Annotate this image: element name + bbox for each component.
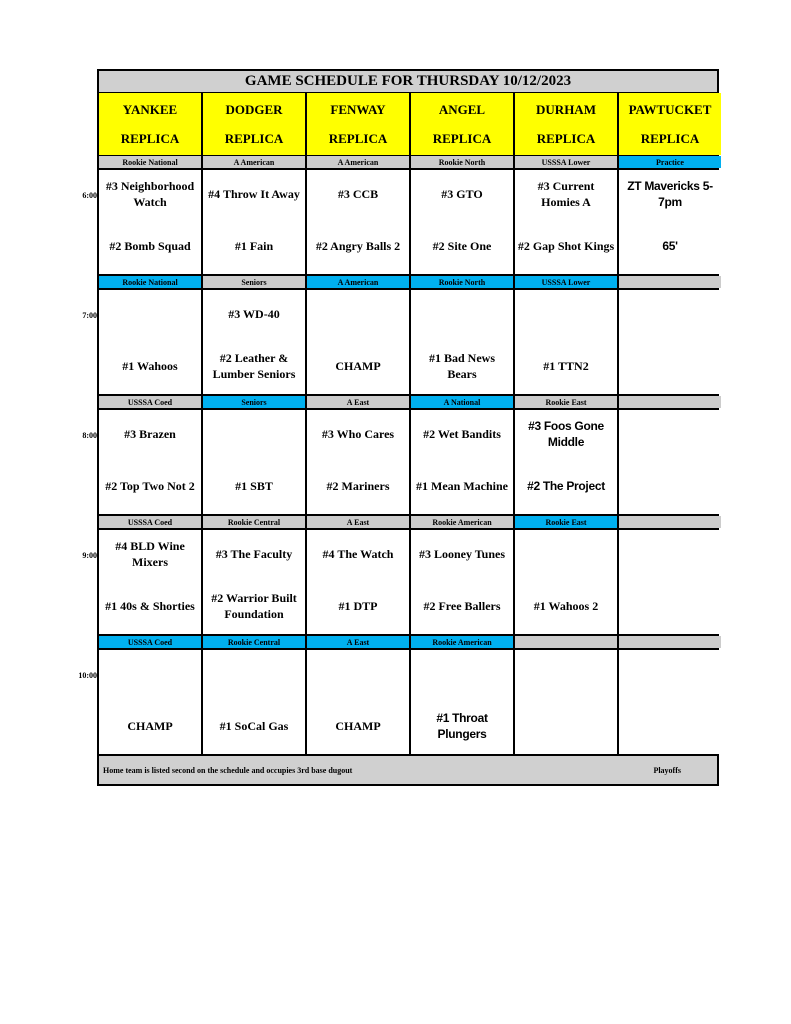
footer-note: Home team is listed second on the schedule and occupies 3rd base dugout — [103, 765, 353, 775]
visiting-team: #3 Looney Tunes — [418, 547, 506, 561]
visiting-team: #3 WD-40 — [228, 307, 280, 321]
division-label: A American — [307, 156, 409, 168]
venue-header — [515, 93, 617, 155]
game-cell — [619, 530, 721, 634]
division-label: Rookie National — [99, 156, 201, 168]
time-label: 6:00 — [82, 191, 97, 200]
game-cell — [99, 530, 201, 634]
visiting-team — [619, 536, 721, 572]
game-cell — [515, 290, 617, 394]
visiting-team — [619, 296, 721, 332]
home-team: #1 SBT — [235, 479, 273, 493]
game-cell — [619, 170, 721, 274]
visiting-team — [515, 656, 617, 692]
venue-type: REPLICA — [120, 130, 180, 146]
game-cell — [411, 410, 513, 514]
home-team: #1 TTN2 — [543, 359, 589, 373]
visiting-team — [203, 656, 305, 692]
home-team — [619, 708, 721, 744]
division-label: Rookie National — [99, 276, 201, 288]
venue-header — [619, 93, 721, 155]
home-team — [619, 468, 721, 504]
visiting-team: #4 Throw It Away — [208, 187, 300, 201]
division-label: Rookie North — [411, 156, 513, 168]
visiting-team — [411, 296, 513, 332]
home-team: #1 Wahoos — [122, 359, 178, 373]
game-cell — [515, 170, 617, 274]
game-cell — [619, 650, 721, 754]
division-label: A National — [411, 396, 513, 408]
game-cell — [411, 530, 513, 634]
division-label: Rookie Central — [203, 516, 305, 528]
visiting-team — [99, 656, 201, 692]
game-cell — [203, 410, 305, 514]
visiting-team — [307, 296, 409, 332]
venue-type: REPLICA — [536, 130, 596, 146]
division-label: A American — [307, 276, 409, 288]
game-cell — [99, 290, 201, 394]
visiting-team: #4 The Watch — [322, 547, 394, 561]
venue-name: DURHAM — [536, 101, 596, 117]
venue-name: ANGEL — [438, 101, 486, 117]
game-cell — [99, 650, 201, 754]
visiting-team — [619, 416, 721, 452]
venue-name: YANKEE — [122, 101, 178, 117]
division-label: USSSA Coed — [99, 516, 201, 528]
venue-header — [99, 93, 201, 155]
venue-type: REPLICA — [328, 130, 388, 146]
time-label: 10:00 — [78, 671, 97, 680]
schedule-table — [97, 69, 719, 786]
home-team: CHAMP — [127, 719, 173, 733]
home-team: #2 Site One — [432, 239, 492, 253]
game-cell — [203, 170, 305, 274]
game-cell — [307, 410, 409, 514]
home-team: 65' — [662, 239, 678, 253]
visiting-team: #3 GTO — [441, 187, 483, 201]
division-label: Rookie North — [411, 276, 513, 288]
division-label — [619, 516, 721, 528]
game-cell — [203, 650, 305, 754]
visiting-team: #4 BLD Wine Mixers — [115, 539, 185, 569]
venue-header — [411, 93, 513, 155]
division-label: Seniors — [203, 276, 305, 288]
visiting-team: #3 Who Cares — [321, 427, 395, 441]
home-team: CHAMP — [335, 359, 381, 373]
division-label: A American — [203, 156, 305, 168]
home-team: #2 Angry Balls 2 — [315, 239, 401, 253]
division-label: Rookie American — [411, 516, 513, 528]
division-label: A East — [307, 396, 409, 408]
visiting-team — [619, 656, 721, 692]
venue-name: DODGER — [225, 101, 283, 117]
division-label: Seniors — [203, 396, 305, 408]
game-cell — [619, 410, 721, 514]
division-label — [619, 276, 721, 288]
home-team: #2 Free Ballers — [423, 599, 501, 613]
division-label: Rookie East — [515, 516, 617, 528]
division-label: Rookie Central — [203, 636, 305, 648]
visiting-team: #3 Neighborhood Watch — [105, 179, 195, 209]
venue-type: REPLICA — [432, 130, 492, 146]
visiting-team — [515, 296, 617, 332]
game-cell — [411, 290, 513, 394]
home-team: #2 The Project — [527, 479, 605, 493]
home-team: #1 Bad News Bears — [428, 351, 495, 381]
division-label — [619, 396, 721, 408]
home-team: #2 Mariners — [326, 479, 390, 493]
time-label: 7:00 — [82, 311, 97, 320]
home-team: #2 Gap Shot Kings — [517, 239, 615, 253]
division-label: USSSA Coed — [99, 396, 201, 408]
home-team: #1 40s & Shorties — [105, 599, 195, 613]
division-label: Rookie American — [411, 636, 513, 648]
division-label: Practice — [619, 156, 721, 168]
division-label: A East — [307, 636, 409, 648]
visiting-team: ZT Mavericks 5-7pm — [627, 179, 713, 209]
time-label: 9:00 — [82, 551, 97, 560]
venue-header — [203, 93, 305, 155]
visiting-team: #3 Foos Gone Middle — [528, 419, 604, 449]
visiting-team: #3 CCB — [337, 187, 379, 201]
division-label: USSSA Lower — [515, 276, 617, 288]
division-label: USSSA Lower — [515, 156, 617, 168]
visiting-team — [411, 656, 513, 692]
venue-type: REPLICA — [224, 130, 284, 146]
game-cell — [515, 410, 617, 514]
game-cell — [619, 290, 721, 394]
venue-name: PAWTUCKET — [628, 101, 712, 117]
game-cell — [515, 530, 617, 634]
page-title: GAME SCHEDULE FOR THURSDAY 10/12/2023 — [99, 71, 717, 92]
visiting-team — [203, 416, 305, 452]
game-cell — [307, 170, 409, 274]
home-team — [515, 708, 617, 744]
home-team — [619, 348, 721, 384]
game-cell — [307, 650, 409, 754]
game-cell — [99, 170, 201, 274]
division-label: USSSA Coed — [99, 636, 201, 648]
venue-header — [307, 93, 409, 155]
visiting-team: #3 The Faculty — [215, 547, 293, 561]
visiting-team: #2 Wet Bandits — [423, 427, 501, 441]
time-label: 8:00 — [82, 431, 97, 440]
footer-legend: Playoffs — [653, 765, 681, 775]
game-cell — [307, 290, 409, 394]
visiting-team: #3 Brazen — [124, 427, 176, 441]
home-team: #1 Wahoos 2 — [533, 599, 599, 613]
game-cell — [203, 290, 305, 394]
visiting-team — [515, 536, 617, 572]
game-cell — [99, 410, 201, 514]
venue-name: FENWAY — [330, 101, 386, 117]
home-team: #1 Fain — [234, 239, 274, 253]
division-label: Rookie East — [515, 396, 617, 408]
home-team: #1 Throat Plungers — [436, 711, 488, 741]
home-team: #1 Mean Machine — [416, 479, 508, 493]
home-team — [619, 588, 721, 624]
game-cell — [411, 170, 513, 274]
game-cell — [203, 530, 305, 634]
home-team: #1 SoCal Gas — [219, 719, 289, 733]
visiting-team — [307, 656, 409, 692]
home-team: #2 Warrior Built Foundation — [211, 591, 297, 621]
division-label: A East — [307, 516, 409, 528]
home-team: #1 DTP — [338, 599, 378, 613]
footer-row — [99, 756, 717, 784]
visiting-team — [99, 296, 201, 332]
venue-type: REPLICA — [640, 130, 700, 146]
home-team: #2 Leather & Lumber Seniors — [212, 351, 296, 381]
home-team: CHAMP — [335, 719, 381, 733]
game-cell — [411, 650, 513, 754]
division-label — [619, 636, 721, 648]
home-team: #2 Bomb Squad — [109, 239, 191, 253]
game-cell — [307, 530, 409, 634]
home-team: #2 Top Two Not 2 — [105, 479, 195, 493]
visiting-team: #3 Current Homies A — [537, 179, 595, 209]
game-cell — [515, 650, 617, 754]
division-label — [515, 636, 617, 648]
